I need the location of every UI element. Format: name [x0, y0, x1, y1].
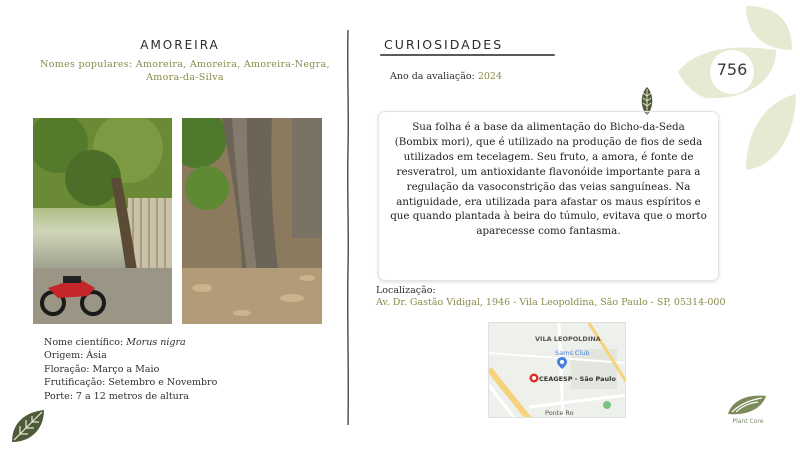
leaf-icon: [8, 408, 48, 446]
year-label: Ano da avaliação:: [390, 71, 478, 82]
logo-icon: [726, 392, 768, 418]
scientific-name: Morus nigra: [126, 337, 186, 348]
fruiting: Frutificação: Setembro e Novembro: [44, 377, 218, 389]
year-value: 2024: [477, 71, 503, 82]
store-pin-icon: [557, 357, 567, 369]
map-store-label: Sams Club: [555, 349, 590, 357]
plant-details: [44, 336, 217, 403]
map-road-label: Ponte Ro: [545, 409, 574, 417]
column-divider: [346, 30, 350, 425]
tree-photo-right: [182, 118, 322, 324]
leaf-decoration-icon: [744, 4, 794, 54]
leaf-decoration-icon: [742, 92, 798, 172]
location-label: Localização:: [376, 285, 436, 296]
curiosity-text: Sua folha é a base da alimentação do Bicho-da-Seda (Bombix mori), que é utilizado na produção de fios de seda utilizados em tecelagem. Seu fruto, a amora, é fonte de resveratrol, um antioxidante flavonóide importante para a regulação da vasoconstrição das veias sanguíneas. Na antiguidade, era utilizada para afastar os maus espíritos e que quando plantada à beira do túmulo, evitava que o morto aparecesse como fantasma.: [378, 111, 719, 281]
origin: Origem: Ásia: [44, 350, 107, 362]
logo-name: Plant Core: [732, 418, 764, 425]
map-poi-label: CEAGESP - São Paulo: [539, 375, 616, 383]
popular-names: Nomes populares: Amoreira, Amoreira, Amoreira-Negra, Amora-da-Silva: [40, 59, 330, 83]
flowering: Floração: Março a Maio: [44, 363, 160, 375]
curiosities-title: CURIOSIDADES: [384, 37, 504, 52]
location-pin-icon: [529, 373, 539, 383]
title-underline: [380, 54, 555, 56]
tree-photo-left: [33, 118, 172, 324]
size: Porte: 7 a 12 metros de altura: [44, 390, 189, 402]
map-district-label: VILA LEOPOLDINA: [535, 335, 601, 343]
evaluation-year: [390, 71, 502, 82]
location-map[interactable]: [488, 322, 626, 418]
plant-title: AMOREIRA: [140, 38, 220, 52]
location-address: Av. Dr. Gastão Vidigal, 1946 - Vila Leopoldina, São Paulo - SP, 05314-000: [376, 297, 726, 308]
scientific-label: Nome científico:: [44, 337, 127, 348]
plant-number: 756: [716, 60, 748, 79]
